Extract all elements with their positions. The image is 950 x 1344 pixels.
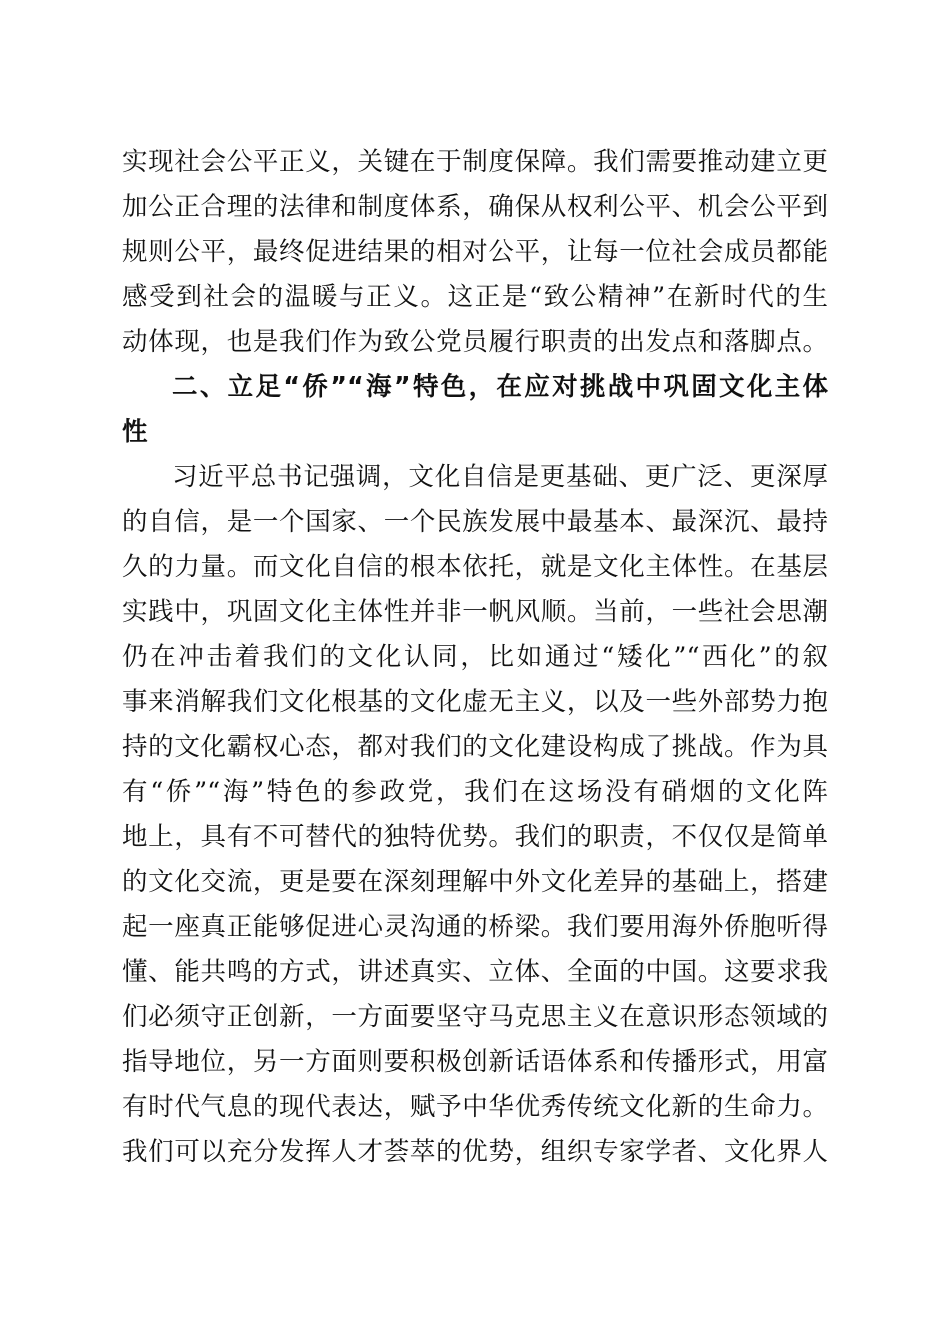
paragraph-1-line: 感受到社会的温暖与正义。这正是“致公精神”在新时代的生 bbox=[122, 282, 828, 312]
paragraph-2-line: 们必须守正创新，一方面要坚守马克思主义在意识形态领域的 bbox=[122, 1002, 828, 1032]
paragraph-2-line: 持的文化霸权心态，都对我们的文化建设构成了挑战。作为具 bbox=[122, 732, 828, 762]
paragraph-2-line: 地上，具有不可替代的独特优势。我们的职责，不仅仅是简单 bbox=[122, 822, 828, 852]
paragraph-1-line: 加公正合理的法律和制度体系，确保从权利公平、机会公平到 bbox=[122, 192, 828, 222]
paragraph-2-line: 指导地位，另一方面则要积极创新话语体系和传播形式，用富 bbox=[122, 1047, 828, 1077]
paragraph-2-line: 起一座真正能够促进心灵沟通的桥梁。我们要用海外侨胞听得 bbox=[122, 912, 828, 942]
paragraph-1-line: 动体现，也是我们作为致公党员履行职责的出发点和落脚点。 bbox=[122, 327, 828, 357]
section-heading: 二、立足“侨”“海”特色，在应对挑战中巩固文化主体 bbox=[172, 372, 828, 402]
paragraph-2-line: 习近平总书记强调，文化自信是更基础、更广泛、更深厚 bbox=[172, 462, 828, 492]
paragraph-1-line: 实现社会公平正义，关键在于制度保障。我们需要推动建立更 bbox=[122, 147, 828, 177]
paragraph-2-line: 有时代气息的现代表达，赋予中华优秀传统文化新的生命力。 bbox=[122, 1092, 828, 1122]
paragraph-2-line: 懂、能共鸣的方式，讲述真实、立体、全面的中国。这要求我 bbox=[122, 957, 828, 987]
paragraph-1-line: 规则公平，最终促进结果的相对公平，让每一位社会成员都能 bbox=[122, 237, 828, 267]
paragraph-2-line: 的自信，是一个国家、一个民族发展中最基本、最深沉、最持 bbox=[122, 507, 828, 537]
paragraph-2-line: 久的力量。而文化自信的根本依托，就是文化主体性。在基层 bbox=[122, 552, 828, 582]
paragraph-2-line: 实践中，巩固文化主体性并非一帆风顺。当前，一些社会思潮 bbox=[122, 597, 828, 627]
paragraph-2-line: 有“侨”“海”特色的参政党，我们在这场没有硝烟的文化阵 bbox=[122, 777, 828, 807]
paragraph-2-line: 仍在冲击着我们的文化认同，比如通过“矮化”“西化”的叙 bbox=[122, 642, 828, 672]
section-heading-continuation: 性 bbox=[122, 417, 148, 447]
paragraph-2-line: 事来消解我们文化根基的文化虚无主义，以及一些外部势力抱 bbox=[122, 687, 828, 717]
paragraph-2-line: 我们可以充分发挥人才荟萃的优势，组织专家学者、文化界人 bbox=[122, 1137, 828, 1167]
paragraph-2-line: 的文化交流，更是要在深刻理解中外文化差异的基础上，搭建 bbox=[122, 867, 828, 897]
